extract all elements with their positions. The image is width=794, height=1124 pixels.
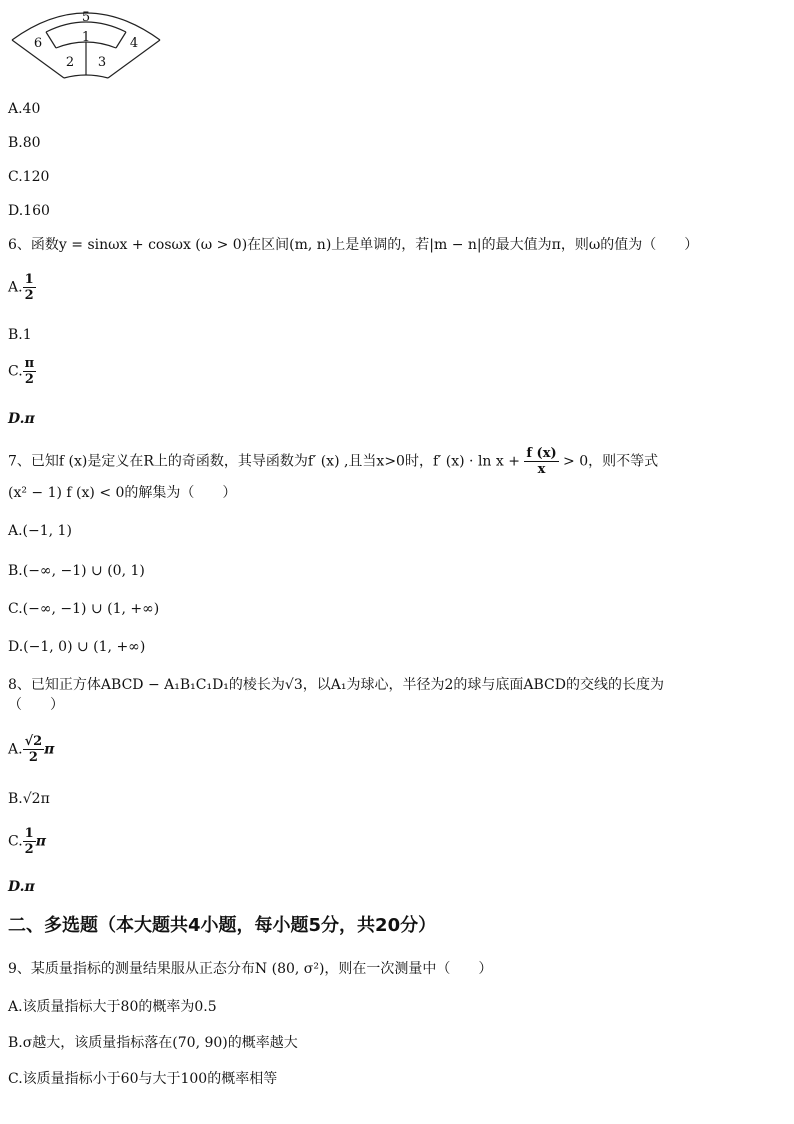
q8-option-a-suffix: π	[44, 741, 55, 758]
sector-label-4: 4	[129, 36, 139, 51]
q7-option-d: D.(−1, 0) ∪ (1, +∞)	[8, 639, 146, 655]
q6-option-c	[8, 356, 36, 387]
q6-option-a-numerator: 1	[24, 272, 34, 287]
q8-option-b: B.√2π	[8, 791, 50, 807]
q7-option-c: C.(−∞, −1) ∪ (1, +∞)	[8, 601, 160, 617]
q8-stem-line1: 8、已知正方体ABCD − A₁B₁C₁D₁的棱长为√3，以A₁为球心，半径为2的球与底面ABCD的交线的长度为	[8, 677, 664, 693]
q8-option-a-denominator: 2	[28, 750, 38, 765]
q7-stem-part2: > 0，则不等式	[563, 453, 659, 470]
sector-diagram	[4, 2, 168, 84]
q8-option-a-prefix: A.	[8, 741, 23, 758]
q5-option-a: A.40	[8, 101, 41, 117]
q8-option-a-numerator: √2	[24, 734, 43, 749]
q7-stem-part1: 7、已知f (x)是定义在R上的奇函数，其导函数为f′ (x) ,且当x>0时，f′ (x) · ln x +	[8, 453, 520, 470]
q6-option-c-prefix: C.	[8, 363, 23, 380]
q8-stem-line2: （ ）	[8, 697, 64, 713]
sector-label-5: 5	[81, 10, 91, 25]
q6-option-c-fraction	[23, 356, 37, 387]
q7-stem-fraction-denominator: x	[537, 462, 546, 477]
q7-stem-line1	[8, 446, 658, 477]
q7-stem-fraction-numerator: f (x)	[526, 446, 557, 461]
q9-option-a: A.该质量指标大于80的概率为0.5	[8, 999, 217, 1015]
q6-option-d: D.π	[8, 411, 35, 427]
sector-label-6: 6	[33, 36, 43, 51]
section-title-multiple-choice: 二、多选题（本大题共4小题，每小题5分，共20分）	[8, 915, 437, 936]
sector-label-3: 3	[97, 55, 107, 70]
sector-label-2: 2	[65, 55, 75, 70]
sector-label-1: 1	[81, 30, 91, 45]
q8-option-c-numerator: 1	[24, 826, 34, 841]
q8-option-c-prefix: C.	[8, 833, 23, 850]
q9-option-c: C.该质量指标小于60与大于100的概率相等	[8, 1071, 278, 1087]
q8-option-a-fraction	[23, 734, 45, 765]
q6-option-c-denominator: 2	[24, 372, 34, 387]
q7-stem-fraction	[524, 446, 558, 477]
q8-option-c-fraction	[23, 826, 36, 857]
q8-option-a	[8, 734, 54, 765]
q6-option-b: B.1	[8, 327, 32, 343]
q6-stem: 6、函数y = sinωx + cosωx (ω > 0)在区间(m, n)上是单调的，若|m − n|的最大值为π，则ω的值为（ ）	[8, 237, 699, 253]
q6-option-c-numerator: π	[24, 356, 35, 371]
q5-option-b: B.80	[8, 135, 41, 151]
q6-option-a-fraction	[23, 272, 36, 303]
q7-option-b: B.(−∞, −1) ∪ (0, 1)	[8, 563, 145, 579]
q6-option-a-prefix: A.	[8, 279, 23, 296]
q7-option-a: A.(−1, 1)	[8, 523, 72, 539]
q8-option-c	[8, 826, 46, 857]
q9-option-b: B.σ越大，该质量指标落在(70, 90)的概率越大	[8, 1035, 298, 1051]
q9-stem: 9、某质量指标的测量结果服从正态分布N (80, σ²)，则在一次测量中（ ）	[8, 961, 493, 977]
q7-stem-line2: (x² − 1) f (x) < 0的解集为（ ）	[8, 485, 237, 501]
q5-option-c: C.120	[8, 169, 50, 185]
q8-option-d: D.π	[8, 879, 35, 895]
q6-option-a-denominator: 2	[24, 288, 34, 303]
q8-option-c-suffix: π	[35, 833, 46, 850]
q8-option-c-denominator: 2	[24, 842, 34, 857]
q6-option-a	[8, 272, 36, 303]
q5-option-d: D.160	[8, 203, 50, 219]
